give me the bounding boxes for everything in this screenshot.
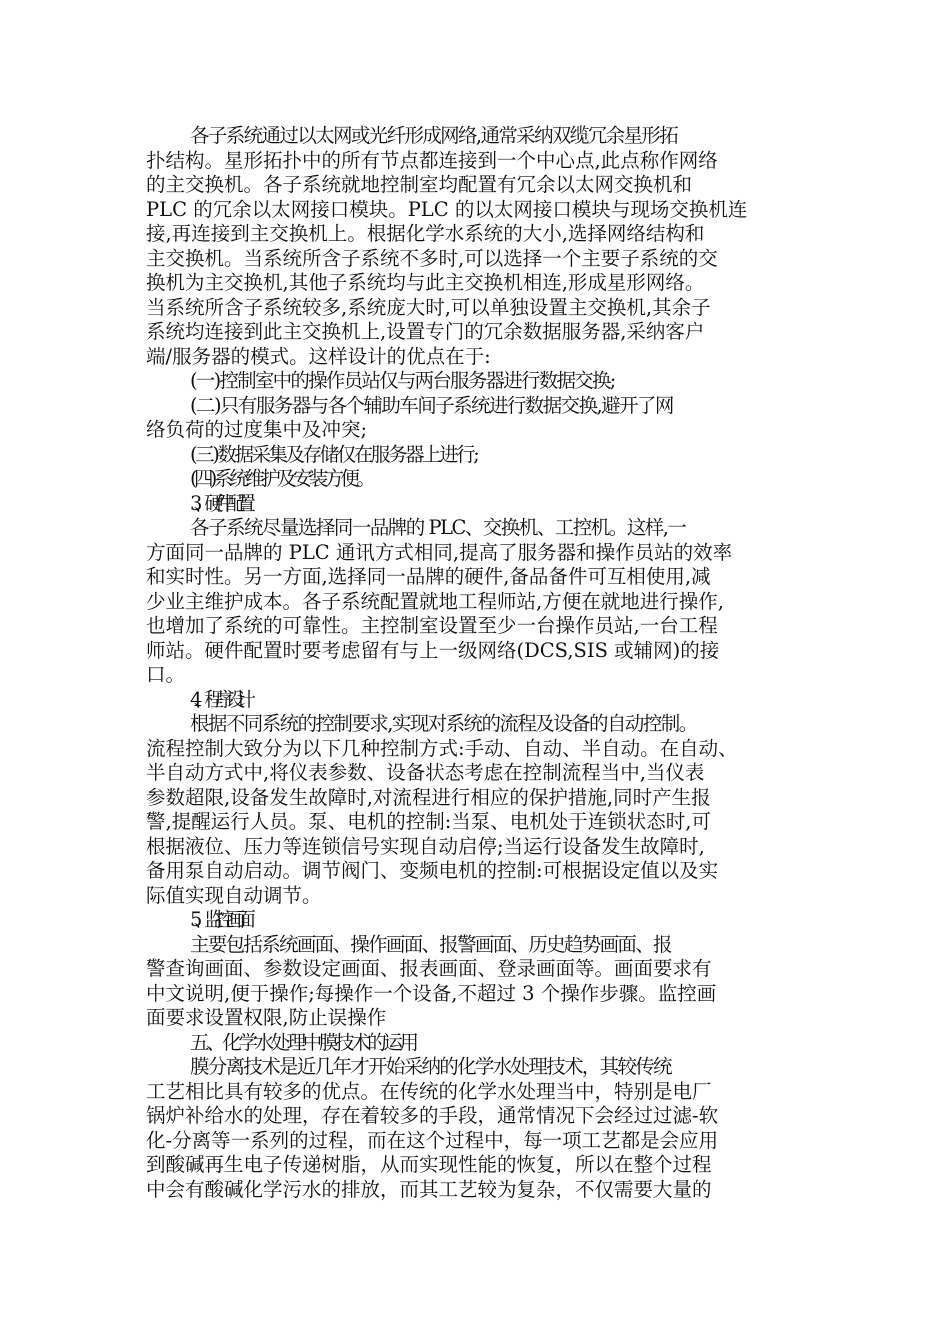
text-line: 面要求设置权限,防止误操作	[146, 1006, 387, 1029]
text-line: 当系统所含子系统较多,系统庞大时,可以单独设置主交换机,其余子	[146, 295, 711, 319]
text-line: 络负荷的过度集中及冲突;	[146, 418, 368, 441]
text-line: 工艺相比具有较多的优点。在传统的化学水处理当中，特别是电厂	[146, 1079, 712, 1103]
text-line: 根据不同系统的控制要求,实现对系统的流程及设备的自动控制。	[190, 712, 697, 735]
text-line: 根据液位、压力等连锁信号实现自动启停;当运行设备发生故障时,	[146, 834, 705, 858]
text-line: 到酸碱再生电子传递树脂，从而实现性能的恢复，所以在整个过程	[146, 1153, 712, 1176]
text-line: (四)系统维护及安装方便。	[190, 467, 373, 490]
text-line: 各子系统尽量选择同一品牌的 PLC、交换机、工控机。这样,一	[190, 516, 686, 539]
text-line: 师站。硬件配置时要考虑留有与上一级网络(DCS,SIS 或辅网)的接	[146, 638, 720, 662]
text-line: 少业主维护成本。各子系统配置就地工程师站,方便在就地进行操作,	[146, 589, 724, 613]
text-line: 半自动方式中,将仪表参数、设备状态考虑在控制流程当中,当仪表	[146, 761, 705, 784]
text-line: 际值实现自动调节。	[146, 883, 322, 907]
text-line: 膜分离技术是近几年才开始采纳的化学水处理技术，其较传统	[190, 1055, 671, 1078]
text-line: (二)只有服务器与各个辅助车间子系统进行数据交换,避开了网	[190, 393, 673, 417]
text-line: 备用泵自动启动。调节阀门、变频电机的控制:可根据设定值以及实	[146, 859, 719, 882]
text-line: PLC 的冗余以太网接口模块。PLC 的以太网接口模块与现场交换机连	[146, 197, 748, 221]
text-line: 流程控制大致分为以下几种控制方式:手动、自动、半自动。在自动、	[146, 736, 738, 760]
text-line: 和实时性。另一方面,选择同一品牌的硬件,备品备件可互相使用,减	[146, 565, 711, 588]
text-line: 换机为主交换机,其他子系统均与此主交换机相连,形成星形网络。	[146, 271, 705, 294]
text-line: 主交换机。当系统所含子系统不多时,可以选择一个主要子系统的交	[146, 246, 718, 270]
text-line: 五、化学水处理中膜技术的运用	[190, 1030, 416, 1054]
text-line: 主要包括系统画面、操作画面、报警画面、历史趋势画面、报	[190, 932, 671, 956]
text-line: 扑结构。星形拓扑中的所有节点都连接到一个中心点,此点称作网络	[146, 148, 718, 172]
text-line: 接,再连接到主交换机上。根据化学水系统的大小,选择网络结构和	[146, 222, 705, 245]
text-line: 5、监控画面	[190, 908, 248, 931]
text-line: 警查询画面、参数设定画面、报表画面、登录画面等。画面要求有	[146, 957, 712, 980]
text-line: 中会有酸碱化学污水的排放，而其工艺较为复杂，不仅需要大量的	[146, 1177, 712, 1201]
text-line: 锅炉补给水的处理，存在着较多的手段，通常情况下会经过过滤-软	[146, 1104, 719, 1127]
text-line: (三)数据采集及存储仅在服务器上进行;	[190, 442, 478, 466]
text-line: 端/服务器的模式。这样设计的优点在于:	[146, 344, 491, 368]
document-page	[146, 124, 846, 1202]
text-line: 口。	[146, 663, 186, 686]
text-line: 3、硬件配置	[190, 491, 248, 515]
text-line: 也增加了系统的可靠性。主控制室设置至少一台操作员站,一台工程	[146, 614, 718, 637]
text-line: 系统均连接到此主交换机上,设置专门的冗余数据服务器,采纳客户	[146, 320, 705, 343]
text-line: 中文说明,便于操作;每操作一个设备,不超过 3 个操作步骤。监控画	[146, 981, 717, 1005]
text-line: 各子系统通过以太网或光纤形成网络,通常采纳双缆冗余星形拓	[190, 124, 678, 147]
text-line: 方面同一品牌的 PLC 通讯方式相同,提高了服务器和操作员站的效率	[146, 540, 733, 564]
text-line: 参数超限,设备发生故障时,对流程进行相应的保护措施,同时产生报	[146, 785, 711, 809]
text-line: 化-分离等一系列的过程，而在这个过程中，每一项工艺都是会应用	[146, 1128, 719, 1152]
text-line: 4、程序设计	[190, 687, 248, 711]
text-line: 警,提醒运行人员。泵、电机的控制:当泵、电机处于连锁状态时,可	[146, 810, 711, 833]
text-line: (一)控制室中的操作员站仅与两台服务器进行数据交换;	[190, 369, 615, 392]
text-line: 的主交换机。各子系统就地控制室均配置有冗余以太网交换机和	[146, 173, 693, 196]
